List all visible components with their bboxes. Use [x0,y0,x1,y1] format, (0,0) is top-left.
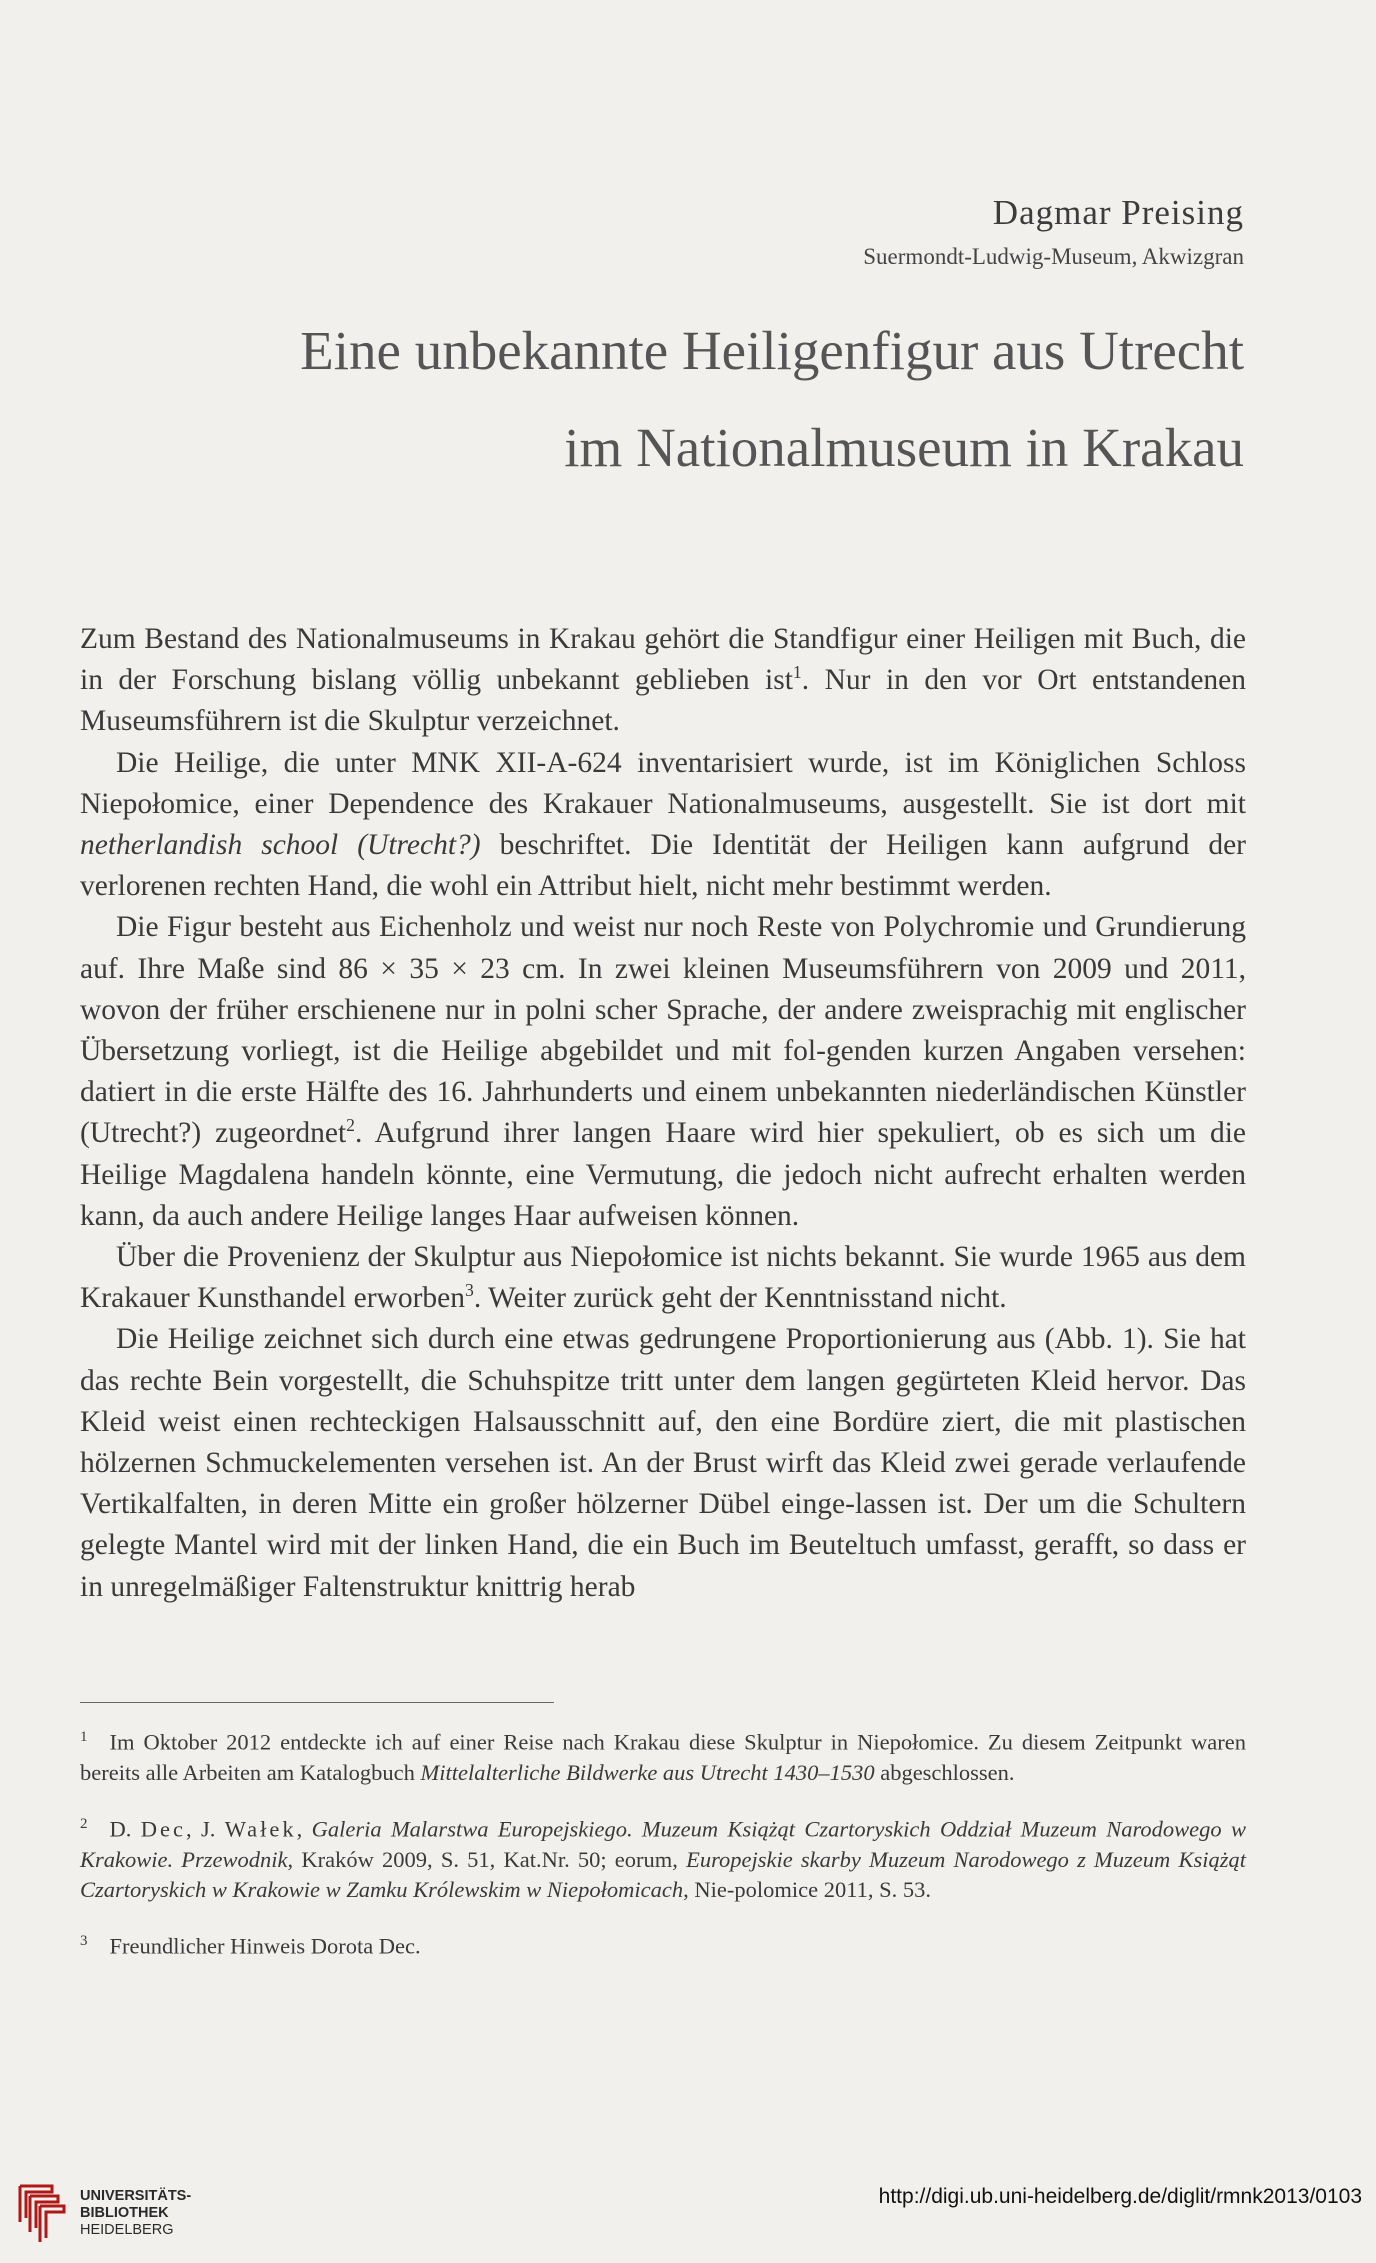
paragraph-text: Über die Provenienz der Skulptur aus Niepołomice ist nichts bekannt. Sie wurde 1965 aus dem Krakauer Kunsthandel erworben [80,1241,1246,1315]
paragraph-text: Die Heilige, die unter MNK XII-A-624 inventarisiert wurde, ist im Königlichen Schloss Niepołomice, einer Dependence des Krakauer Nationalmuseums, ausgestellt. Sie ist dort mit [80,746,1246,820]
italic-text: netherlandish school (Utrecht?) [80,829,481,862]
body-text [80,619,1246,1608]
paragraph-5: Die Heilige zeichnet sich durch eine etwas gedrungene Proportionierung aus (Abb. 1). Sie hat das rechte Bein vorgestellt, die Schuhspitze tritt unter dem langen gegürteten Kleid hervor. Das Kleid weist einen rechteckigen Halsausschnitt auf, den eine Bordüre ziert, die mit plastischen hölzernen Schmuckelementen versehen ist. An der Brust wirft das Kleid zwei gerade verlaufende Vertikalfalten, in deren Mitte ein großer hölzerner Dübel einge-lassen ist. Der um die Schultern gelegte Mantel wird mit der linken Hand, die ein Buch im Beuteltuch umfasst, gerafft, so dass er in unregelmäßiger Faltenstruktur knittrig herab [80,1323,1246,1603]
logo-line: HEIDELBERG [80,2222,174,2238]
footnote-ref-1[interactable]: 1 [792,662,802,683]
source-url-link[interactable]: http://digi.ub.uni-heidelberg.de/diglit/rmnk2013/0103 [878,2185,1362,2208]
paragraph-1 [80,619,1246,743]
paragraph-4 [80,1237,1246,1319]
article-title [144,302,1244,496]
footnote-text: , J. [185,1816,225,1841]
logo-line: BIBLIOTHEK [80,2205,169,2221]
paragraph-text: . Aufgrund ihrer langen Haare wird hier spekuliert, ob es sich um die Heilige Magdalena handeln könnte, eine Vermutung, die jedoch nicht aufrecht erhalten werden kann, da auch andere Heilige langes Haar aufweisen können. [80,1117,1246,1232]
footnote-text: , [296,1816,312,1841]
footnote-ref-3[interactable]: 3 [464,1280,474,1301]
footnotes [80,1722,1246,1982]
italic-text: Europejskie skarby Muzeum Narodowego z Muzeum Książąt Czartoryskich w Krakowie w Zamku Królewskim w Niepołomicach [80,1846,1246,1902]
paragraph-text: Die Figur besteht aus Eichenholz und weist nur noch Reste von Polychromie und Grundierung auf. Ihre Maße sind 86 × 35 × 23 cm. In zwei kleinen Museumsführern von 2009 und 2011, wovon der früher erschienene nur in polni scher Sprache, der andere zweisprachig mit englischer Übersetzung vorliegt, ist die Heilige abgebildet und mit fol-genden kurzen Angaben versehen: datiert in die erste Hälfte des 16. Jahrhunderts und einem unbekannten niederländischen Künstler (Utrecht?) zugeordnet [80,911,1246,1150]
footnote-number: 2 [80,1815,88,1832]
italic-text: Mittelalterliche Bildwerke aus Utrecht 1430–1530 [420,1760,875,1785]
library-logo-text [80,2188,191,2239]
footnote-text: D. [109,1816,141,1841]
footnote-number: 1 [80,1729,88,1745]
footnote-text: Im Oktober 2012 entdeckte ich auf einer Reise nach Krakau diese Skulptur in Niepołomice. Zu diesem Zeitpunkt waren bereits alle Arbeiten am Katalogbuch [80,1729,1246,1785]
paragraph-text: beschriftet. Die Identität der Heiligen kann aufgrund der verlorenen rechten Hand, die wohl ein Attribut hielt, nicht mehr bestimmt werden. [80,829,1246,903]
paragraph-3 [80,907,1246,1237]
title-line-2: im Nationalmuseum in Krakau [564,417,1244,478]
footnote-1 [80,1722,1246,1789]
paragraph-text: . Nur in den vor Ort entstandenen Museumsführern ist die Skulptur verzeichnet. [80,664,1246,738]
footnote-number: 3 [80,1932,88,1949]
footnote-text: , Nie-polomice 2011, S. 53. [683,1877,931,1902]
paragraph-text: Zum Bestand des Nationalmuseums in Krakau gehört die Standfigur einer Heiligen mit Buch, die in der Forschung bislang völlig unbekannt geblieben ist [80,623,1246,697]
footnote-text: abgeschlossen. [874,1760,1015,1785]
author-affiliation: Suermondt-Ludwig-Museum, Akwizgran [863,244,1244,269]
footnote-text: , Kraków 2009, S. 51, Kat.Nr. 50; eorum, [287,1846,687,1872]
author-surname: Dec [140,1816,186,1841]
paragraph-2 [80,743,1246,908]
footnote-2 [80,1809,1246,1906]
footnote-divider [80,1702,554,1703]
paragraph-text: . Weiter zurück geht der Kenntnisstand nicht. [473,1282,1007,1315]
footnote-text: Freundlicher Hinweis Dorota Dec. [109,1933,421,1958]
footnote-3 [80,1926,1246,1962]
title-line-1: Eine unbekannte Heiligenfigur aus Utrecht [300,320,1244,381]
italic-text: Galeria Malarstwa Europejskiego. Muzeum Książąt Czartoryskich Oddział Muzeum Narodowego w Krakowie. Przewodnik [80,1816,1246,1872]
footnote-ref-2[interactable]: 2 [346,1115,355,1136]
author-name: Dagmar Preising [992,193,1244,232]
author-surname: Wałek [224,1816,297,1841]
logo-line: UNIVERSITÄTS- [80,2188,192,2204]
